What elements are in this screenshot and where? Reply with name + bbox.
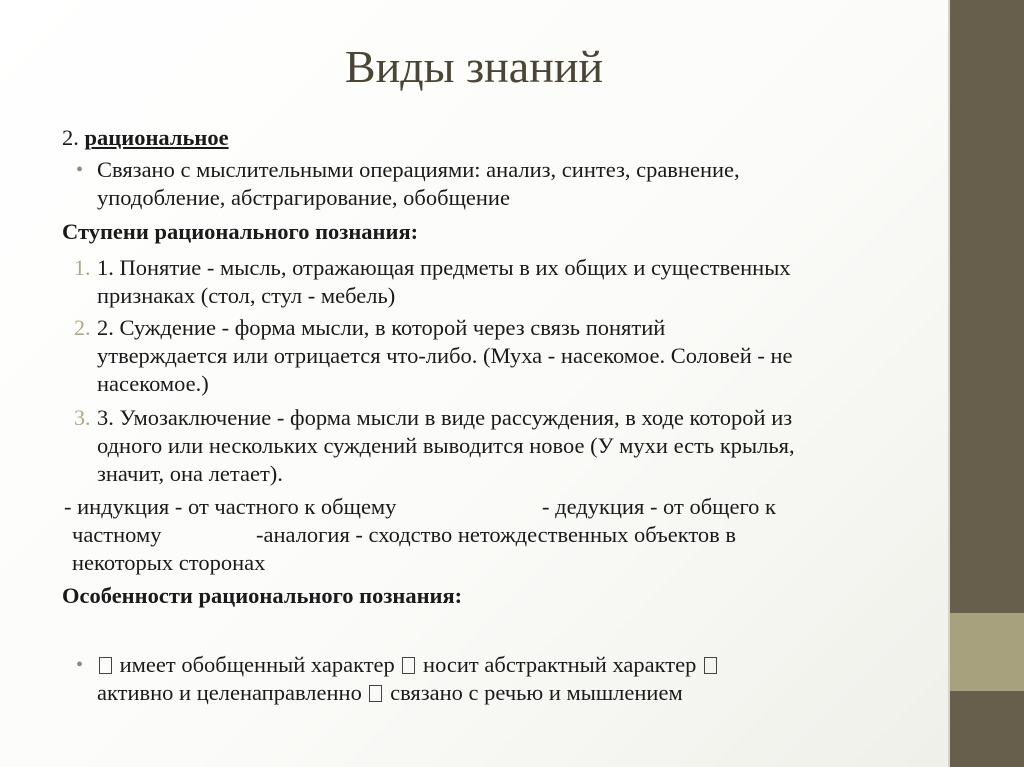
stage-2-line-2: утверждается или отрицается что-либо. (Муха - насекомое. Соловей - не bbox=[97, 343, 793, 368]
method-deduction-end: частному bbox=[72, 522, 162, 547]
feature-3: активно и целенаправленно bbox=[97, 680, 362, 705]
stage-3-marker: 3. bbox=[74, 405, 91, 430]
box-glyph-icon bbox=[704, 657, 717, 674]
box-glyph-icon bbox=[99, 657, 112, 674]
bullet-marker: • bbox=[76, 159, 84, 181]
method-analogy-end: некоторых сторонах bbox=[72, 550, 266, 575]
sidebar-band-bottom bbox=[950, 691, 1024, 767]
method-induction: - индукция - от частного к общему bbox=[64, 494, 397, 519]
stage-2-line-1: 2. Суждение - форма мысли, в которой через связь понятий bbox=[97, 315, 666, 340]
stage-3-line-1: 3. Умозаключение - форма мысли в виде рассуждения, в ходе которой из bbox=[97, 405, 793, 430]
stage-1-marker: 1. bbox=[74, 255, 91, 280]
stages-heading: Ступени рационального познания: bbox=[62, 219, 419, 244]
features-heading: Особенности рационального познания: bbox=[62, 583, 463, 608]
stage-1-line-1: 1. Понятие - мысль, отражающая предметы в их общих и существенных bbox=[97, 255, 791, 280]
section-heading bbox=[62, 124, 229, 152]
stage-1-line-2: признаках (стол, стул - мебель) bbox=[97, 283, 396, 308]
features-line-2 bbox=[97, 679, 683, 707]
features-bullet-marker: • bbox=[76, 654, 84, 676]
feature-2: носит абстрактный характер bbox=[423, 652, 697, 677]
method-analogy-start: -аналогия - сходство нетождественных объектов в bbox=[256, 522, 737, 547]
method-deduction-start: - дедукция - от общего к bbox=[542, 494, 776, 519]
box-glyph-icon bbox=[369, 685, 382, 702]
slide-title: Виды знаний bbox=[344, 41, 604, 92]
stage-2-line-3: насекомое.) bbox=[97, 371, 209, 396]
section-label: рациональное bbox=[84, 125, 229, 150]
sidebar-band-top bbox=[950, 0, 1024, 613]
stage-2-marker: 2. bbox=[74, 315, 91, 340]
bullet1-line-1: Связано с мыслительными операциями: анализ, синтез, сравнение, bbox=[97, 157, 740, 182]
bullet1-line-2: уподобление, абстрагирование, обобщение bbox=[97, 185, 510, 210]
sidebar-band-accent bbox=[950, 613, 1024, 691]
box-glyph-icon bbox=[402, 657, 415, 674]
features-line-1 bbox=[97, 651, 719, 679]
stage-3-line-3: значит, она летает). bbox=[97, 461, 283, 486]
feature-1: имеет обобщенный характер bbox=[119, 652, 395, 677]
feature-4: связано с речью и мышлением bbox=[390, 680, 683, 705]
stage-3-line-2: одного или нескольких суждений выводится новое (У мухи есть крылья, bbox=[97, 433, 795, 458]
section-number: 2. bbox=[62, 125, 85, 150]
